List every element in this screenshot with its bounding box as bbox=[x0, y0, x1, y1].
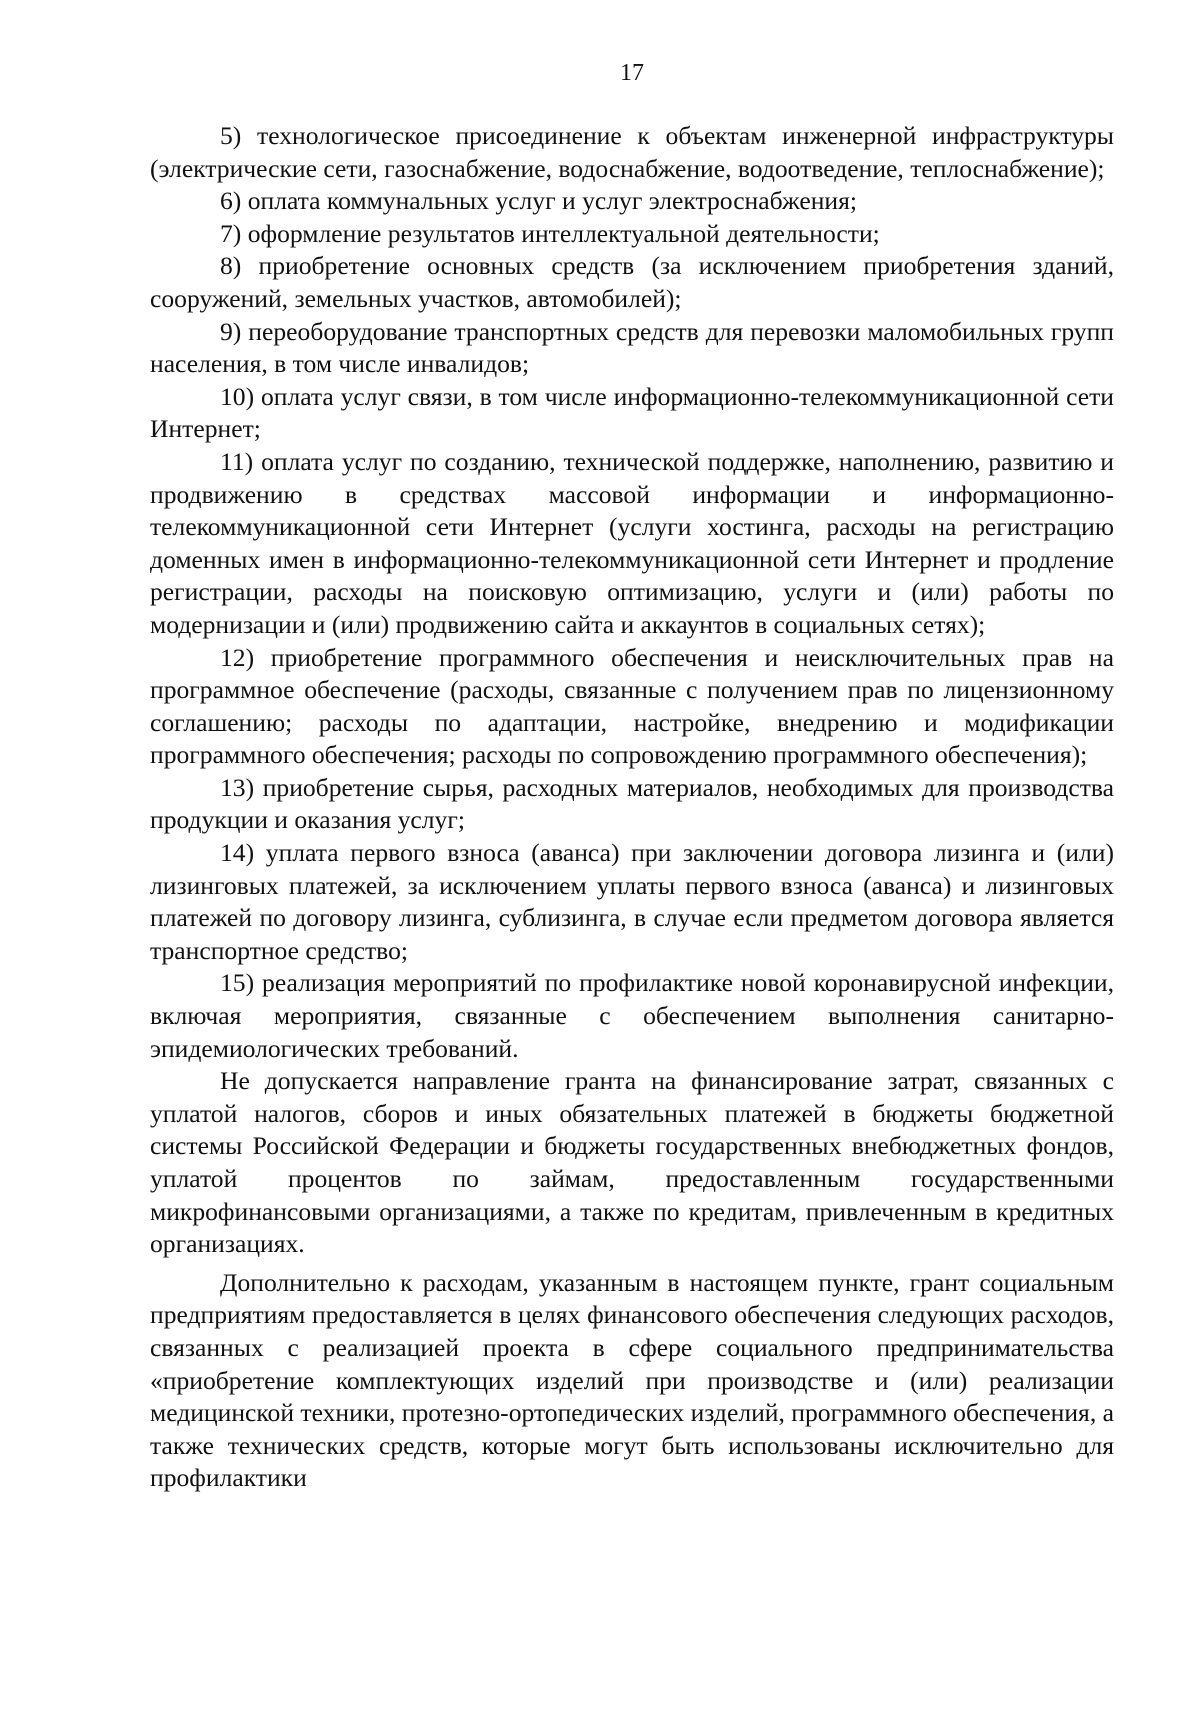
list-item-11: 11) оплата услуг по созданию, технической поддержке, наполнению, развитию и продвижению в средствах массовой информации и информационно-телекоммуникационной сети Интернет (услуги хостинга, расходы на регистрацию доменных имен в информационно-телекоммуникационной сети Интернет и продление регистрации, расходы на поисковую оптимизацию, услуги и (или) работы по модернизации и (или) продвижению сайта и аккаунтов в социальных сетях); bbox=[150, 446, 1114, 639]
list-item-6: 6) оплата коммунальных услуг и услуг электроснабжения; bbox=[220, 186, 857, 216]
document-page bbox=[150, 0, 1114, 1713]
list-item-13: 13) приобретение сырья, расходных материалов, необходимых для производства продукции и оказания услуг; bbox=[150, 772, 1114, 835]
list-item-10: 10) оплата услуг связи, в том числе информационно-телекоммуникационной сети Интернет; bbox=[150, 381, 1114, 444]
list-item-7: 7) оформление результатов интеллектуальной деятельности; bbox=[220, 218, 880, 248]
list-item-8: 8) приобретение основных средств (за исключением приобретения зданий, сооружений, земельных участков, автомобилей); bbox=[150, 251, 1114, 313]
page-number: 17 bbox=[620, 60, 644, 86]
list-item-12: 12) приобретение программного обеспечения и неисключительных прав на программное обеспечение (расходы, связанные с получением прав по лицензионному соглашению; расходы по адаптации, настройке, внедрению и модификации программного обеспечения; расходы по сопровождению программного обеспечения); bbox=[150, 642, 1114, 770]
list-item-15: 15) реализация мероприятий по профилактике новой коронавирусной инфекции, включая мероприятия, связанные с обеспечением выполнения санитарно-эпидемиологических требований. bbox=[150, 968, 1114, 1063]
restriction-paragraph: Не допускается направление гранта на финансирование затрат, связанных с уплатой налогов, сборов и иных обязательных платежей в бюджеты бюджетной системы Российской Федерации и бюджеты государственных внебюджетных фондов, уплатой процентов по займам, предоставленным государственными микрофинансовыми организациями, а также по кредитам, привлеченным в кредитных организациях. bbox=[150, 1066, 1114, 1259]
list-item-5: 5) технологическое присоединение к объектам инженерной инфраструктуры (электрические сети, газоснабжение, водоснабжение, водоотведение, теплоснабжение); bbox=[150, 121, 1114, 183]
additional-expenses-paragraph: Дополнительно к расходам, указанным в настоящем пункте, грант социальным предприятиям предоставляется в целях финансового обеспечения следующих расходов, связанных с реализацией проекта в сфере социального предпринимательства «приобретение комплектующих изделий при производстве и (или) реализации медицинской техники, протезно-ортопедических изделий, программного обеспечения, а также технических средств, которые могут быть использованы исключительно для профилактики bbox=[150, 1267, 1114, 1493]
list-item-9: 9) переоборудование транспортных средств для перевозки маломобильных групп населения, в том числе инвалидов; bbox=[150, 316, 1114, 379]
list-item-14: 14) уплата первого взноса (аванса) при заключении договора лизинга и (или) лизинговых платежей, за исключением уплаты первого взноса (аванса) и лизинговых платежей по договору лизинга, сублизинга, в случае если предметом договора является транспортное средство; bbox=[150, 838, 1114, 965]
document-body bbox=[150, 120, 1114, 1495]
